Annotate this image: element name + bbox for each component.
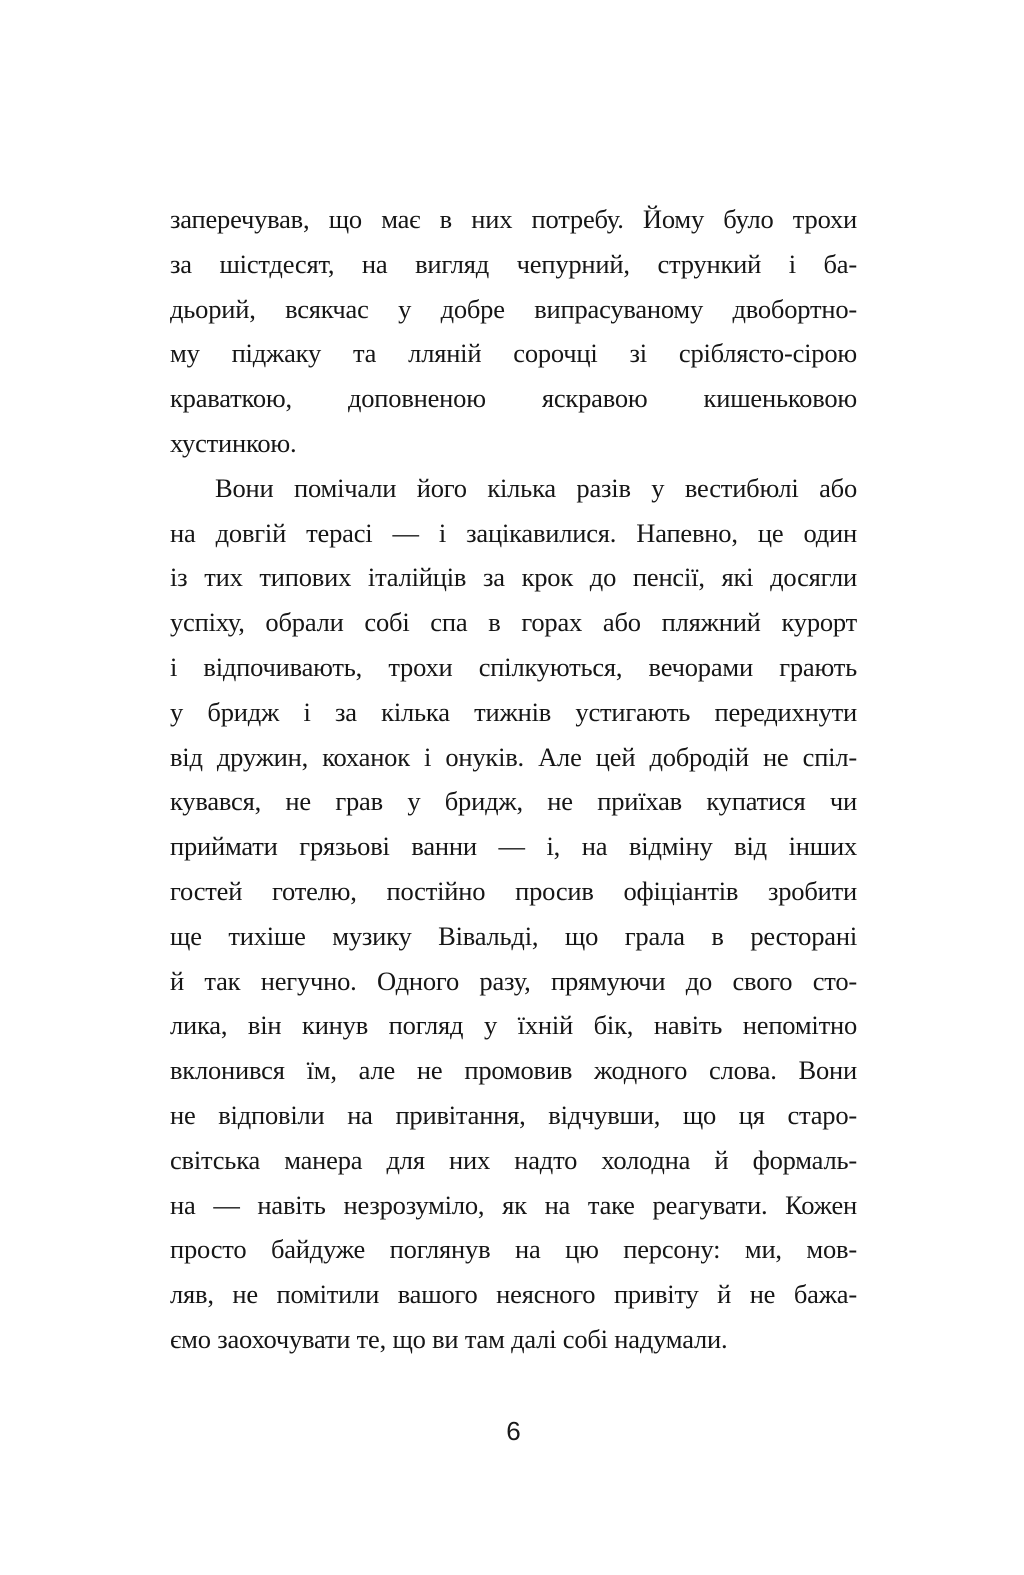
text-line: у бридж і за кілька тижнів устигають передихнути: [170, 696, 857, 727]
text-line: на довгій терасі — і зацікавилися. Напевно, це один: [170, 517, 857, 548]
text-line: ляв, не помітили вашого неясного привіту й не бажа-: [170, 1279, 857, 1310]
text-line: му піджаку та лляній сорочці зі сріблясто-сірою: [170, 338, 857, 369]
body-text: [170, 197, 857, 1362]
text-line: приймати грязьові ванни — і, на відміну від інших: [170, 831, 857, 862]
text-line: із тих типових італійців за крок до пенсії, які досягли: [170, 562, 857, 593]
text-line: успіху, обрали собі спа в горах або пляжний курорт: [170, 607, 857, 638]
text-line: від дружин, коханок і онуків. Але цей добродій не спіл-: [170, 741, 857, 772]
text-line: й так негучно. Одного разу, прямуючи до свого сто-: [170, 965, 857, 996]
text-line: не відповіли на привітання, відчувши, що ця старо-: [170, 1099, 857, 1130]
text-line: кувався, не грав у бридж, не приїхав купатися чи: [170, 786, 857, 817]
text-line: хустинкою.: [170, 427, 297, 458]
text-line: на — навіть незрозуміло, як на таке реагувати. Кожен: [170, 1189, 857, 1220]
text-line: і відпочивають, трохи спілкуються, вечорами грають: [170, 651, 857, 682]
text-line: світська манера для них надто холодна й формаль-: [170, 1144, 857, 1175]
page-number: 6: [506, 1416, 521, 1446]
text-line: просто байдуже поглянув на цю персону: ми, мов-: [170, 1234, 857, 1265]
text-line: ще тихіше музику Вівальді, що грала в ресторані: [170, 920, 857, 951]
text-line: за шістдесят, на вигляд чепурний, стрункий і ба-: [170, 248, 857, 279]
paragraph-2: [170, 466, 857, 1362]
paragraph-1: [170, 197, 857, 466]
text-line: гостей готелю, постійно просив офіціантів зробити: [170, 875, 857, 906]
text-line: заперечував, що має в них потребу. Йому було трохи: [170, 204, 857, 234]
text-line: лика, він кинув погляд у їхній бік, навіть непомітно: [170, 1010, 857, 1041]
text-line: ємо заохочувати те, що ви там далі собі надумали.: [170, 1323, 728, 1354]
text-line: краваткою, доповненою яскравою кишеньковою: [170, 383, 857, 414]
text-line: дьорий, всякчас у добре випрасуваному двобортно-: [170, 293, 857, 324]
text-line: вклонився їм, але не промовив жодного слова. Вони: [170, 1055, 857, 1086]
text-line: Вони помічали його кілька разів у вестибюлі або: [215, 472, 857, 503]
